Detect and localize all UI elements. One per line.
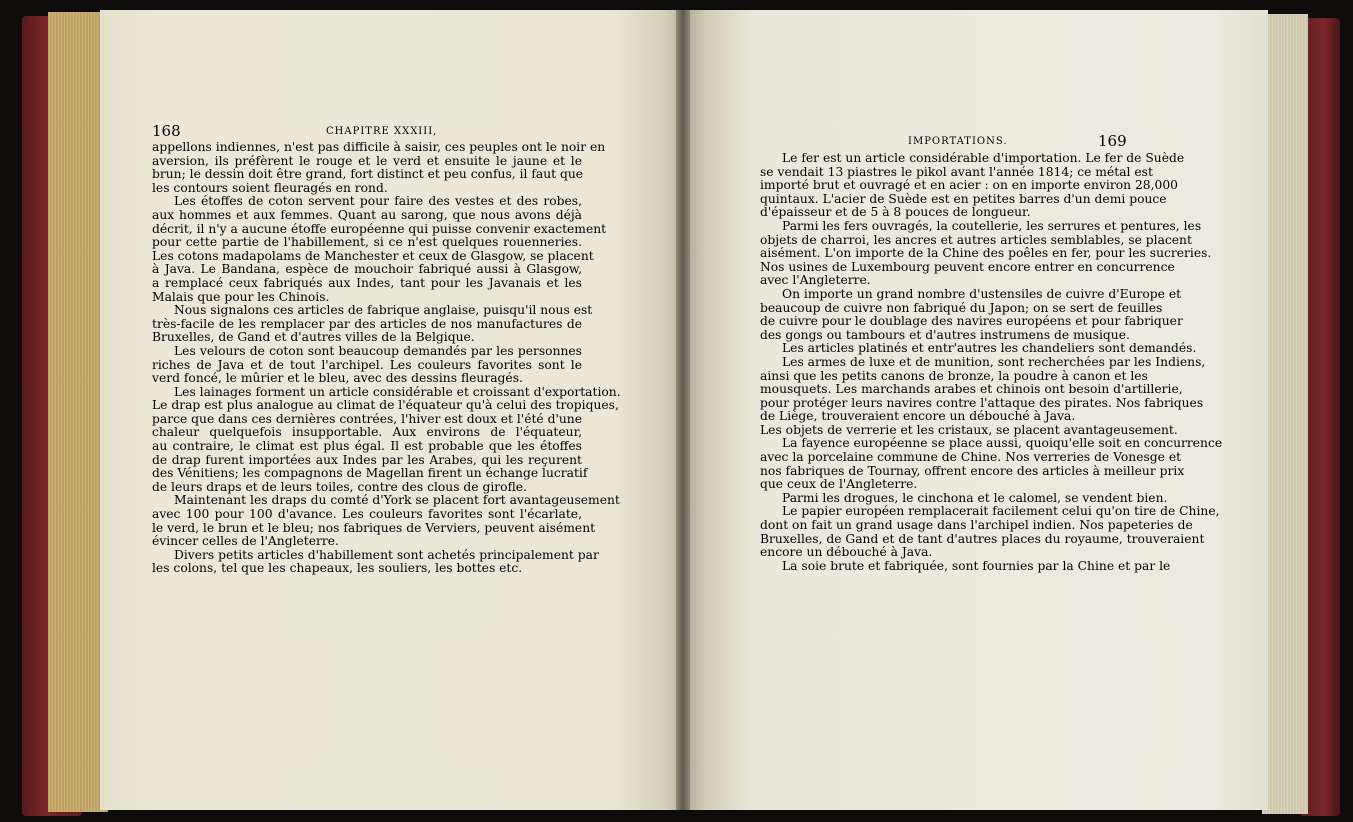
- right-running-head: IMPORTATIONS.: [908, 136, 1008, 147]
- text-line: Divers petits articles d'habillement sont achetés principalement par: [174, 547, 599, 562]
- left-page-number: 168: [152, 122, 181, 140]
- text-line: de drap furent importées aux Indes par les Arabes, qui les reçurent: [152, 452, 582, 467]
- text-line: importé brut et ouvragé et en acier : on en importe environ 28,000: [760, 178, 1178, 193]
- text-line: Le papier européen remplacerait facilement celui qu'on tire de Chine,: [782, 504, 1220, 519]
- text-line: Les articles platinés et entr'autres les chandeliers sont demandés.: [782, 341, 1197, 356]
- right-page-number: 169: [1098, 132, 1127, 150]
- left-running-head: CHAPITRE XXXIII,: [326, 126, 438, 137]
- text-line: brun; le dessin doit être grand, fort distinct et peu confus, il faut que: [152, 167, 584, 182]
- text-line: aisément. L'on importe de la Chine des poêles en fer, pour les sucreries.: [760, 246, 1212, 261]
- left-page-body: [152, 140, 621, 576]
- text-line: Les cotons madapolams de Manchester et ceux de Glasgow, se placent: [152, 248, 594, 263]
- text-line: Les objets de verrerie et les cristaux, se placent avantageusement.: [760, 422, 1178, 437]
- text-line: Le fer est un article considérable d'importation. Le fer de Suède: [782, 151, 1185, 165]
- text-line: le verd, le brun et le bleu; nos fabriques de Verviers, peuvent aisément: [152, 520, 596, 535]
- text-line: Les armes de luxe et de munition, sont recherchées par les Indiens,: [782, 354, 1206, 369]
- text-line: nos fabriques de Tournay, offrent encore des articles à meilleur prix: [760, 463, 1185, 478]
- text-line: objets de charroi, les ancres et autres articles semblables, se placent: [760, 232, 1192, 247]
- text-line: très-facile de les remplacer par des articles de nos manufactures de: [152, 316, 582, 331]
- text-line: les contours soient fleuragés en rond.: [152, 180, 388, 195]
- text-line: dont on fait un grand usage dans l'archipel indien. Nos papeteries de: [760, 518, 1193, 533]
- text-line: évincer celles de l'Angleterre.: [152, 534, 339, 549]
- text-line: que ceux de l'Angleterre.: [760, 477, 918, 492]
- text-line: Maintenant les draps du comté d'York se placent fort avantageusement: [174, 493, 620, 508]
- text-line: quintaux. L'acier de Suède est en petites barres d'un demi pouce: [760, 191, 1167, 206]
- text-line: de leurs draps et de leurs toiles, contre des clous de girofle.: [152, 479, 527, 494]
- text-line: chaleur quelquefois insupportable. Aux environs de l'équateur,: [152, 425, 582, 440]
- text-line: avec la porcelaine commune de Chine. Nos verreries de Vonesge et: [760, 450, 1182, 465]
- text-line: Bruxelles, de Gand et de tant d'autres places du royaume, trouveraient: [760, 531, 1205, 546]
- text-line: appellons indiennes, n'est pas difficile à saisir, ces peuples ont le noir en: [152, 140, 606, 154]
- text-line: Les lainages forment un article considérable et croissant d'exportation.: [174, 384, 621, 399]
- text-line: Parmi les drogues, le cinchona et le calomel, se vendent bien.: [782, 490, 1168, 505]
- text-line: décrit, il n'y a aucune étoffe européenne qui puisse convenir exactement: [152, 221, 607, 236]
- text-line: verd foncé, le mûrier et le bleu, avec des dessins fleuragés.: [152, 371, 523, 386]
- text-line: se vendait 13 piastres le pikol avant l'année 1814; ce métal est: [760, 164, 1153, 179]
- text-line: pour protéger leurs navires contre l'attaque des pirates. Nos fabriques: [760, 395, 1204, 410]
- text-line: riches de Java et de tout l'archipel. Les couleurs favorites sont le: [152, 357, 582, 372]
- page-edges-left: [48, 12, 108, 812]
- text-line: beaucoup de cuivre non fabriqué du Japon; on se sert de feuilles: [760, 300, 1163, 315]
- text-line: avec l'Angleterre.: [760, 273, 871, 288]
- text-line: Les étoffes de coton servent pour faire des vestes et des robes,: [174, 194, 582, 209]
- text-line: Malais que pour les Chinois.: [152, 289, 330, 304]
- text-line: Les velours de coton sont beaucoup demandés par les personnes: [174, 343, 582, 358]
- text-line: pour cette partie de l'habillement, si ce n'est quelques rouenneries.: [152, 235, 582, 250]
- text-line: La soie brute et fabriquée, sont fournies par la Chine et par le: [782, 558, 1171, 573]
- text-line: Parmi les fers ouvragés, la coutellerie, les serrures et pentures, les: [782, 218, 1202, 233]
- text-line: des Vénitiens; les compagnons de Magellan firent un échange lucratif: [152, 466, 588, 481]
- text-line: Bruxelles, de Gand et d'autres villes de la Belgique.: [152, 330, 475, 345]
- text-line: La fayence européenne se place aussi, quoiqu'elle soit en concurrence: [782, 436, 1223, 451]
- text-line: les colons, tel que les chapeaux, les souliers, les bottes etc.: [152, 561, 523, 576]
- page-edges-right: [1262, 14, 1308, 814]
- text-line: ainsi que les petits canons de bronze, la poudre à canon et les: [760, 368, 1148, 383]
- text-line: On importe un grand nombre d'ustensiles de cuivre d'Europe et: [782, 286, 1182, 301]
- text-line: Nos usines de Luxembourg peuvent encore entrer en concurrence: [760, 259, 1175, 274]
- text-line: mousquets. Les marchands arabes et chinois ont besoin d'artillerie,: [760, 382, 1183, 397]
- text-line: avec 100 pour 100 d'avance. Les couleurs favorites sont l'écarlate,: [152, 507, 582, 522]
- text-line: des gongs ou tambours et d'autres instrumens de musique.: [760, 327, 1130, 342]
- text-line: Le drap est plus analogue au climat de l'équateur qu'à celui des tropiques,: [152, 398, 619, 413]
- text-line: encore un débouché à Java.: [760, 545, 933, 560]
- text-line: au contraire, le climat est plus égal. Il est probable que les étoffes: [152, 439, 582, 454]
- text-line: aversion, ils préfèrent le rouge et le verd et ensuite le jaune et le: [152, 153, 582, 168]
- text-line: parce que dans ces dernières contrées, l'hiver est doux et l'été d'une: [152, 411, 582, 426]
- text-line: de Liège, trouveraient encore un débouché à Java.: [760, 409, 1076, 424]
- text-line: de cuivre pour le doublage des navires européens et pour fabriquer: [760, 314, 1183, 329]
- right-page-body: [760, 151, 1223, 573]
- text-line: d'épaisseur et de 5 à 8 pouces de longueur.: [760, 205, 1031, 220]
- text-line: Nous signalons ces articles de fabrique anglaise, puisqu'il nous est: [174, 303, 593, 318]
- text-line: aux hommes et aux femmes. Quant au sarong, que nous avons déjà: [152, 207, 582, 222]
- text-line: a remplacé ceux fabriqués aux Indes, tant pour les Javanais et les: [152, 275, 582, 290]
- book-gutter: [676, 10, 690, 810]
- text-line: à Java. Le Bandana, espèce de mouchoir fabriqué aussi à Glasgow,: [152, 262, 582, 277]
